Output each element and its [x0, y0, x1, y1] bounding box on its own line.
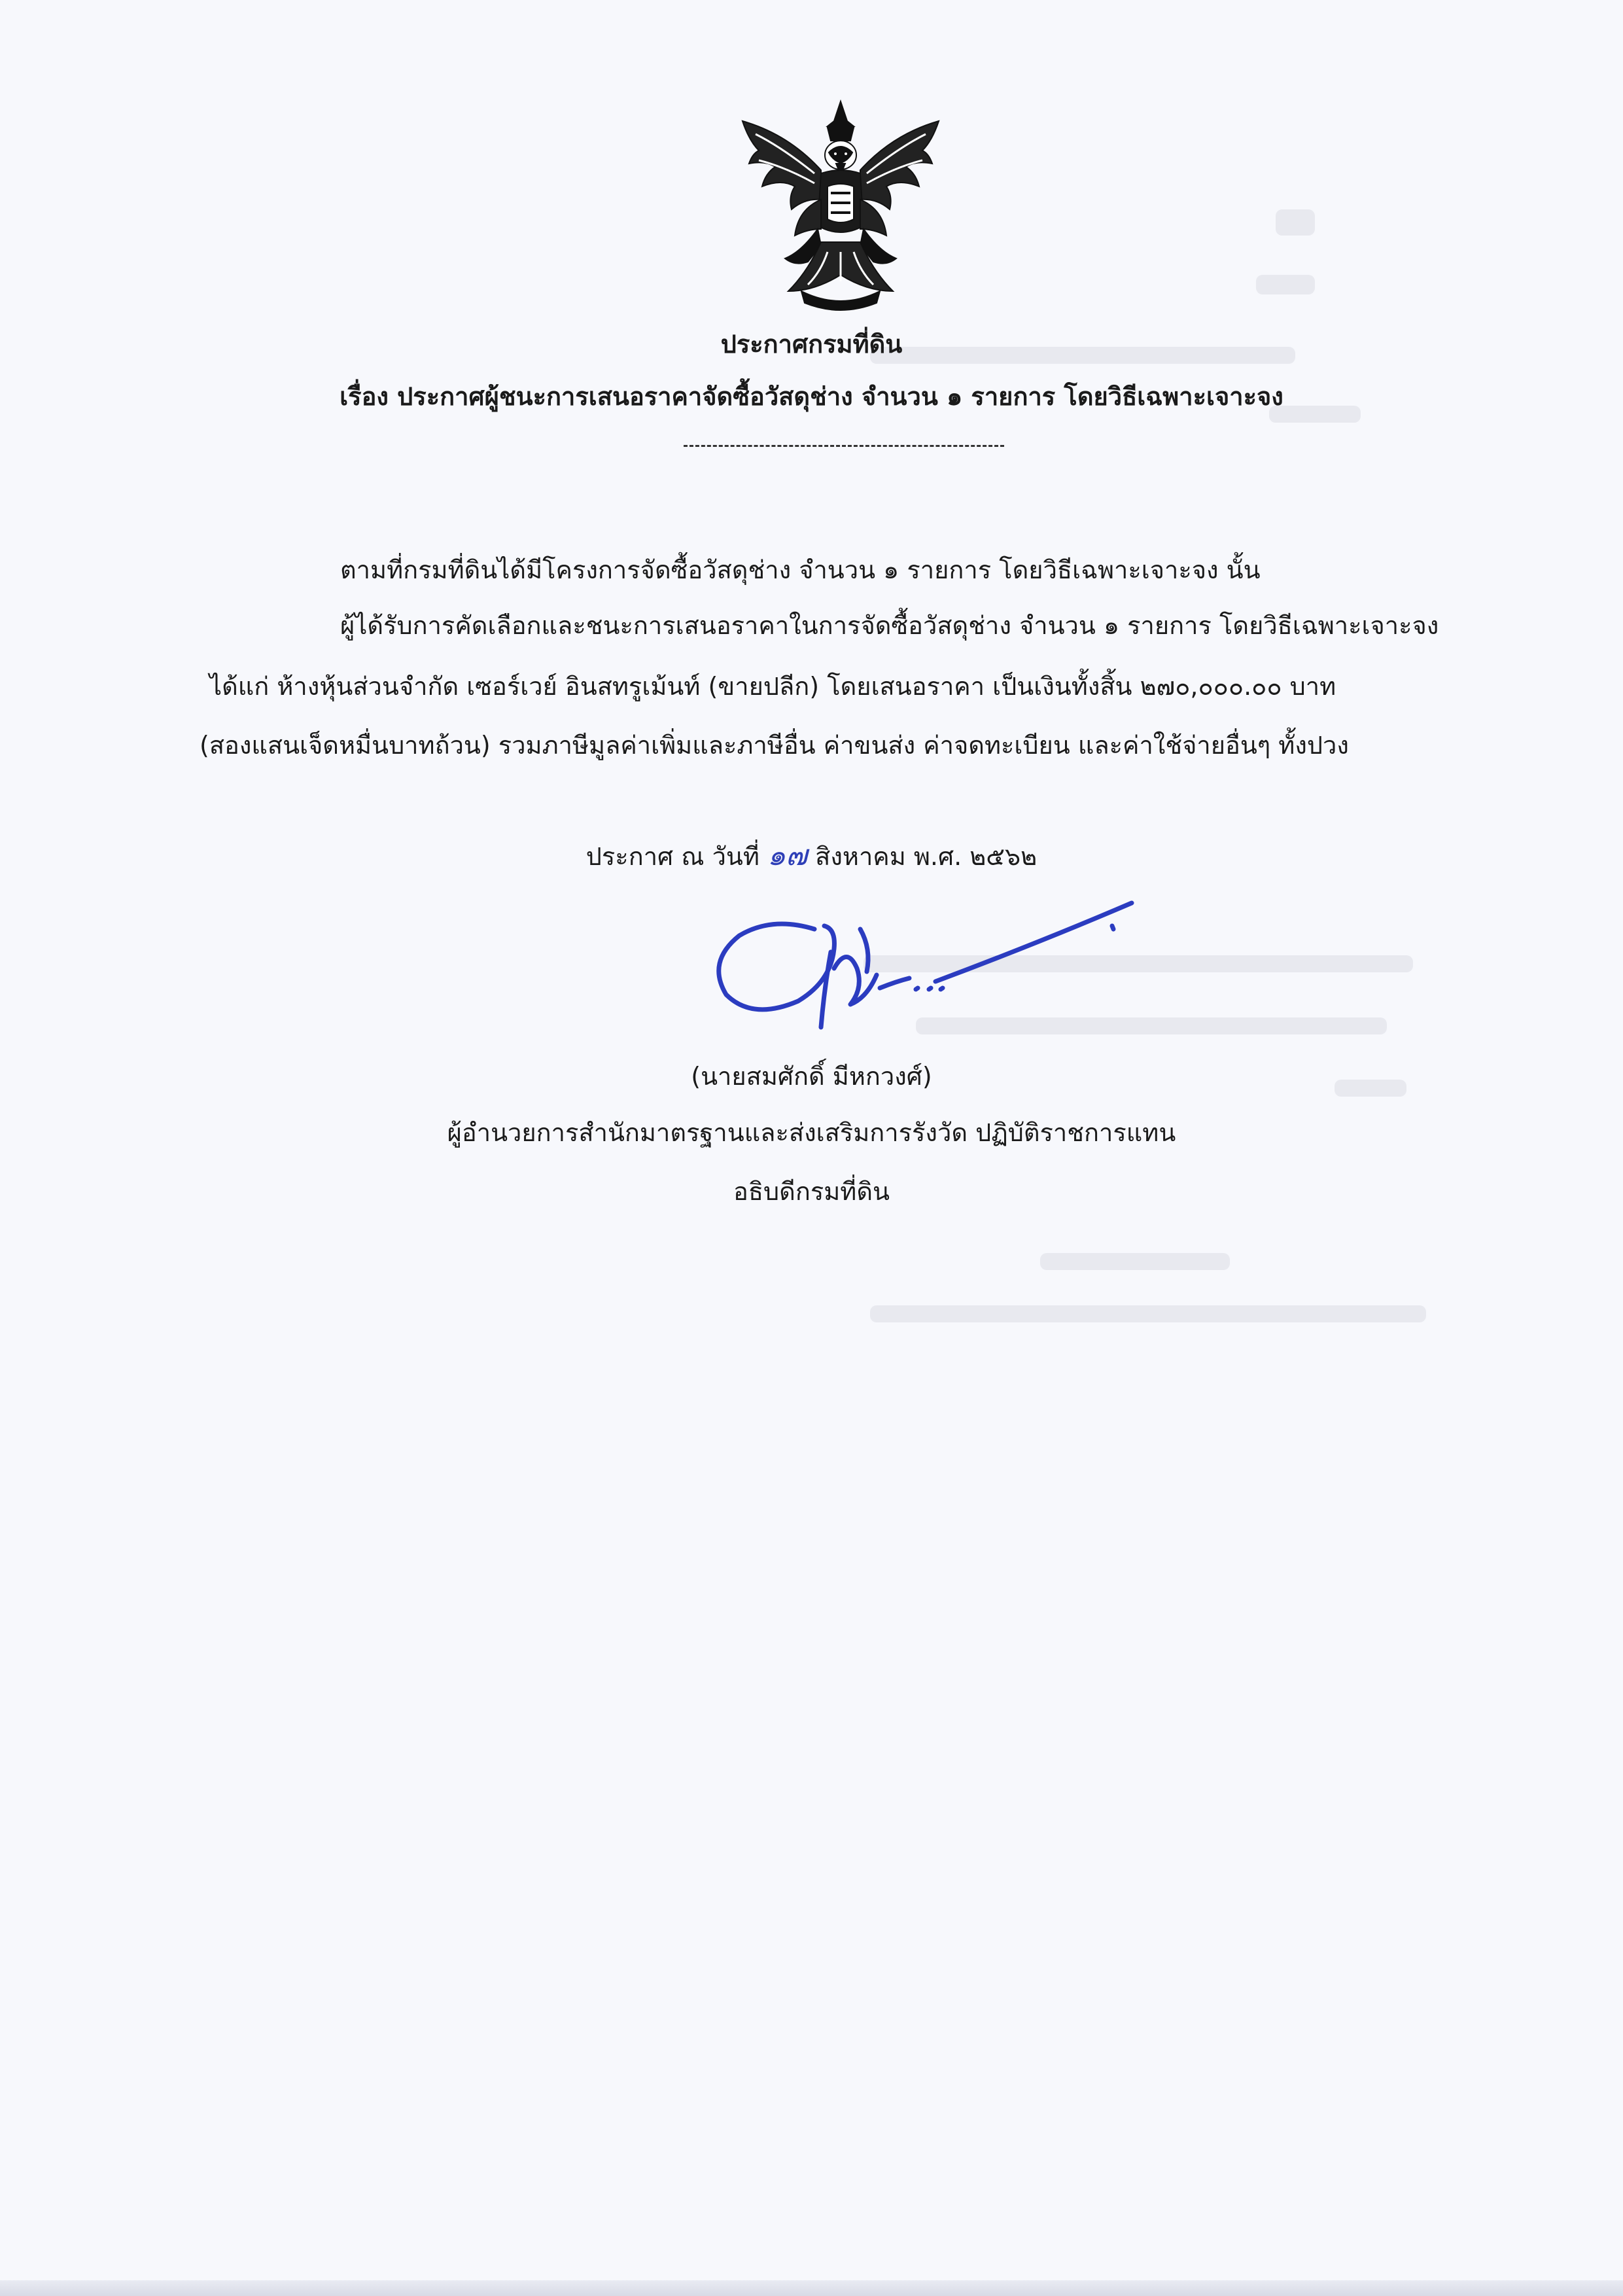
- body-line-4: (สองแสนเจ็ดหมื่นบาทถ้วน) รวมภาษีมูลค่าเพิ่มและภาษีอื่น ค่าขนส่ง ค่าจดทะเบียน และค่าใช้จ่ายอื่นๆ ทั้งปวง: [200, 731, 1349, 760]
- garuda-emblem-icon: [729, 95, 952, 317]
- bleed-through-mark: [870, 1305, 1426, 1322]
- signatory-name: (นายสมศักดิ์ มีหกวงศ์): [691, 1062, 932, 1091]
- date-month-year: สิงหาคม พ.ศ. ๒๕๖๒: [815, 842, 1038, 871]
- handwritten-signature: [700, 890, 1171, 1047]
- date-day-handwritten: ๑๗: [767, 839, 808, 872]
- bleed-through-mark: [1040, 1253, 1230, 1270]
- document-subject: เรื่อง ประกาศผู้ชนะการเสนอราคาจัดซื้อวัสดุช่าง จำนวน ๑ รายการ โดยวิธีเฉพาะเจาะจง: [340, 382, 1283, 411]
- date-prefix: ประกาศ ณ วันที่: [585, 842, 759, 871]
- body-line-2: ผู้ได้รับการคัดเลือกและชนะการเสนอราคาในการจัดซื้อวัสดุช่าง จำนวน ๑ รายการ โดยวิธีเฉพาะเจาะจง: [340, 611, 1439, 640]
- body-line-3: ได้แก่ ห้างหุ้นส่วนจำกัด เซอร์เวย์ อินสทรูเม้นท์ (ขายปลีก) โดยเสนอราคา เป็นเงินทั้งสิ้น ๒๗๐,๐๐๐.๐๐ บาท: [209, 672, 1336, 701]
- body-line-1: ตามที่กรมที่ดินได้มีโครงการจัดซื้อวัสดุช่าง จำนวน ๑ รายการ โดยวิธีเฉพาะเจาะจง นั้น: [340, 556, 1261, 584]
- announcement-date: [0, 832, 1623, 878]
- scan-bottom-edge: [0, 2280, 1623, 2296]
- signatory-position: ผู้อำนวยการสำนักมาตรฐานและส่งเสริมการรังวัด ปฏิบัติราชการแทน: [447, 1118, 1176, 1147]
- bleed-through-mark: [1256, 275, 1315, 294]
- heading-separator: [684, 445, 1004, 447]
- bleed-through-mark: [1276, 209, 1315, 236]
- document-heading: ประกาศกรมที่ดิน: [720, 330, 903, 359]
- signatory-position-title: อธิบดีกรมที่ดิน: [733, 1177, 890, 1206]
